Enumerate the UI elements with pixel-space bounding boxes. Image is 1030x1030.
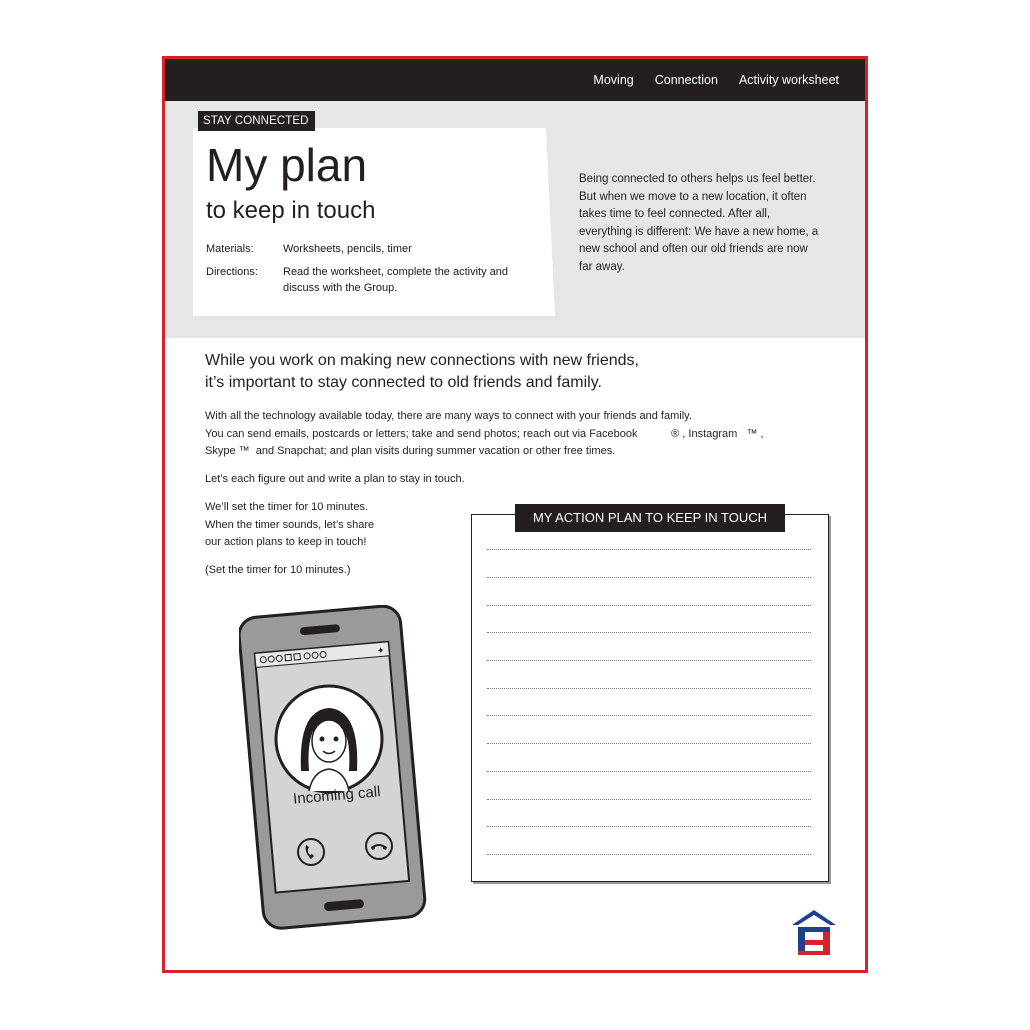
directions-value: Read the worksheet, complete the activity and discuss with the Group.: [283, 266, 509, 294]
breadcrumb: [593, 59, 839, 101]
nav-item-activity-worksheet[interactable]: Activity worksheet: [738, 73, 839, 87]
technology-paragraph: [205, 408, 805, 461]
timer-instructions: [205, 499, 374, 552]
house-logo-icon: [789, 907, 839, 957]
writing-line[interactable]: [487, 854, 811, 855]
paragraph-line-1: With all the technology available today, there are many ways to connect with your friends and family.: [205, 410, 692, 422]
writing-line[interactable]: [487, 826, 811, 827]
writing-line[interactable]: [487, 743, 811, 744]
writing-line[interactable]: [487, 660, 811, 661]
section-tag: STAY CONNECTED: [198, 111, 315, 131]
page-subtitle: to keep in touch: [206, 197, 376, 224]
writing-line[interactable]: [487, 715, 811, 716]
svg-text:✦: ✦: [376, 646, 385, 657]
writing-line[interactable]: [487, 577, 811, 578]
intro-paragraph: Being connected to others helps us feel better. But when we move to a new location, it often takes time to feel connected. After all, everything is different: We have a new home, a new school and often our old friends are now far away.: [579, 173, 819, 273]
paragraph-line-2: You can send emails, postcards or letters; take and send photos; reach out via Facebook ® , Instagram ™ ,: [205, 427, 764, 440]
materials-label: Materials:: [206, 243, 254, 255]
lead-line-1: While you work on making new connections with new friends,: [205, 352, 639, 369]
worksheet-page: [162, 56, 868, 973]
paragraph-line-3: Skype ™ and Snapchat; and plan visits during summer vacation or other free times.: [205, 445, 616, 457]
plan-instruction: Let’s each figure out and write a plan to stay in touch.: [205, 473, 465, 485]
directions-label: Directions:: [206, 266, 258, 278]
writing-line[interactable]: [487, 688, 811, 689]
timer-line-2: When the timer sounds, let’s share: [205, 518, 375, 531]
lead-statement: [205, 350, 725, 394]
page-title: My plan: [206, 139, 368, 191]
writing-line[interactable]: [487, 632, 811, 633]
writing-line[interactable]: [487, 605, 811, 606]
decline-call-icon[interactable]: [363, 830, 395, 862]
writing-line[interactable]: [487, 549, 811, 550]
action-plan-heading: MY ACTION PLAN TO KEEP IN TOUCH: [515, 504, 785, 532]
top-navigation-bar: [165, 59, 865, 101]
incoming-call-label: Incoming call: [292, 783, 382, 808]
writing-line[interactable]: [487, 771, 811, 772]
nav-item-connection[interactable]: Connection: [654, 73, 718, 87]
nav-item-moving[interactable]: Moving: [593, 73, 634, 87]
avatar: [269, 679, 389, 799]
materials-value: Worksheets, pencils, timer: [283, 243, 412, 255]
timer-line-3: our action plans to keep in touch!: [205, 536, 367, 548]
lead-line-2: it’s important to stay connected to old friends and family.: [205, 374, 602, 391]
writing-line[interactable]: [487, 799, 811, 800]
timer-note: (Set the timer for 10 minutes.): [205, 564, 351, 576]
timer-line-1: We’ll set the timer for 10 minutes.: [205, 501, 369, 513]
answer-call-icon[interactable]: [295, 836, 327, 868]
